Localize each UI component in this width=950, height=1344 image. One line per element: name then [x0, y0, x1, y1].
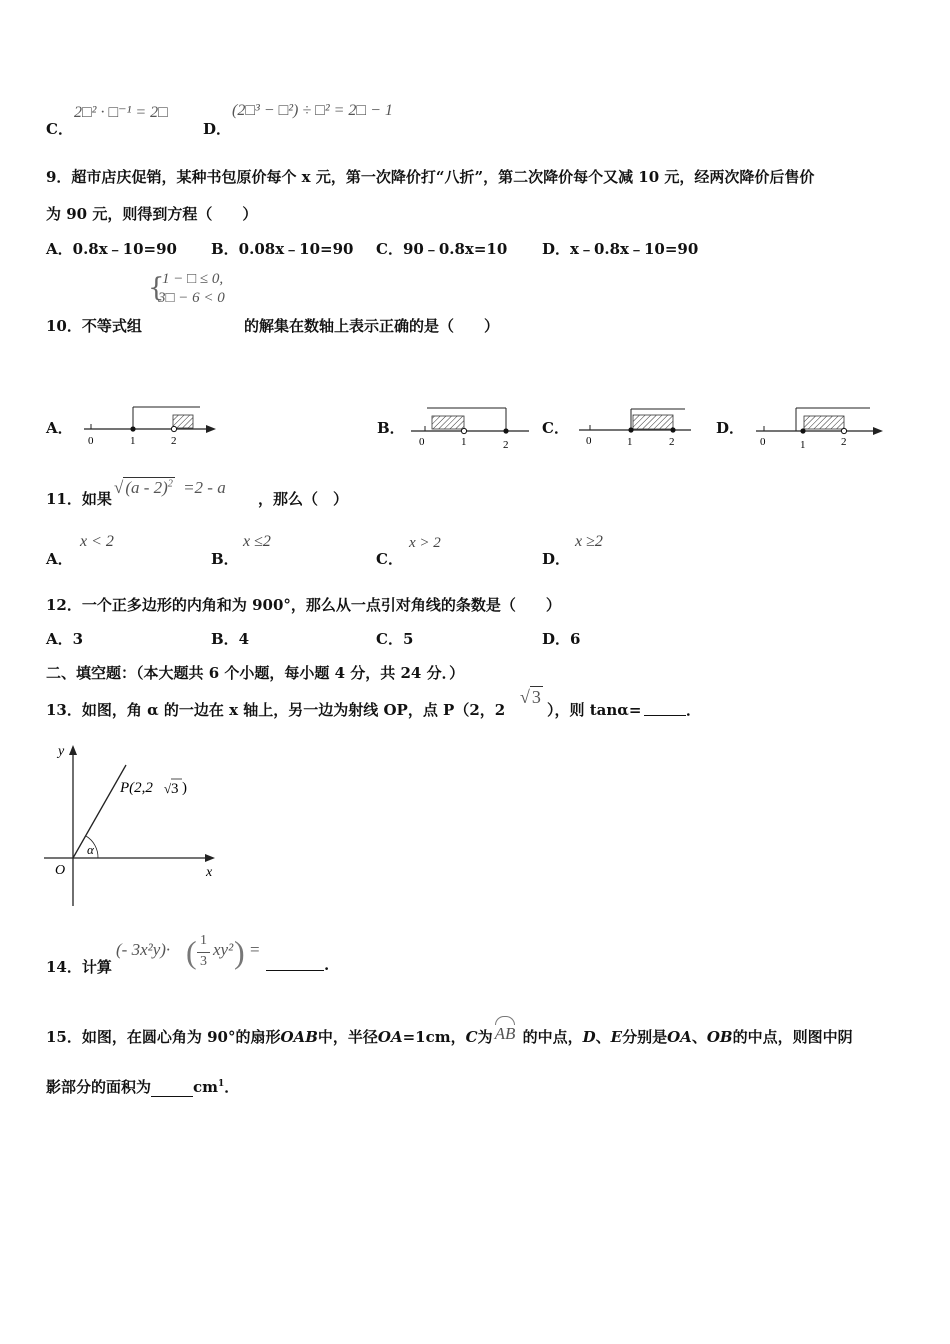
q11-equation-tail: =2 - a [183, 478, 226, 497]
q10-prefix: 10．不等式组 [46, 317, 142, 335]
q13-coordinate-figure [40, 740, 230, 910]
q13-text-end: ． [686, 701, 702, 719]
sqrt-icon: √ [114, 478, 124, 497]
q10-system-line-1: 1 − □ ≤ 0, [162, 271, 224, 287]
tick-label-2: 2 [669, 436, 675, 448]
q14-equals: = [250, 940, 260, 959]
q9-line-1: 9．超市店庆促销，某种书包原价每个 x 元，第一次降价打“八折”，第二次降价每个又减 10 元，经两次降价后售价 [46, 168, 815, 186]
q11-option-d-expr: x ≥2 [575, 533, 603, 550]
fig-point-close: ) [182, 780, 187, 796]
q15-line1-g: 的中点，则图中阴 [732, 1028, 853, 1046]
tick-label-2: 2 [841, 436, 847, 448]
q8-option-d-label: D． [203, 120, 232, 138]
q10-option-d-number-line [752, 400, 887, 450]
fig-alpha-label: α [87, 842, 94, 857]
q14-expr-b: xy² [213, 940, 234, 959]
q10-option-d-label: D． [716, 419, 745, 437]
q9-line-2: 为 90 元，则得到方程（ ） [46, 205, 258, 223]
fig-sqrt-icon: √ [164, 781, 172, 796]
q9-option-c: C．90﹣0.8x=10 [376, 240, 508, 258]
q11-option-c-expr: x > 2 [409, 535, 441, 551]
q15-sep: 、 [595, 1028, 611, 1046]
arc-icon [495, 1016, 515, 1025]
q10-option-a-label: A． [46, 419, 73, 437]
tick-label-0: 0 [419, 436, 425, 448]
q14-expr-a: (- 3x²y)· [116, 940, 171, 959]
q15-line1-b: 中，半径 [317, 1028, 378, 1046]
q11-sqrt-expression [114, 477, 226, 498]
q9-option-a: A．0.8x﹣10=90 [46, 240, 177, 258]
section-2-heading: 二、填空题：（本大题共 6 个小题，每小题 4 分，共 24 分．） [46, 664, 465, 682]
q14-answer-blank[interactable] [266, 970, 324, 971]
fig-y-label: y [58, 744, 65, 759]
tick-label-2: 2 [503, 439, 509, 450]
q12-option-a: A．3 [46, 630, 84, 648]
q10-option-b-number-line [405, 400, 535, 450]
q8-option-c-expression: 2□² · □⁻¹ = 2□ [74, 104, 168, 121]
q10-option-a-number-line [80, 400, 220, 450]
q9-option-b: B．0.08x﹣10=90 [211, 240, 354, 258]
q8-option-c-label: C． [46, 120, 73, 138]
q10-option-c-label: C． [542, 419, 569, 437]
q13-sqrt-arg: 3 [531, 687, 541, 707]
q15-unit: cm [193, 1078, 219, 1096]
tick-label-2: 2 [171, 435, 177, 447]
q15-line-2 [46, 1076, 239, 1097]
tick-label-0: 0 [586, 435, 592, 447]
q15-line1-f: 分别是 [622, 1028, 668, 1046]
q10-option-b-label: B． [377, 419, 405, 437]
q14-frac-den: 3 [200, 954, 207, 969]
q15-oab: OAB [280, 1028, 318, 1046]
tick-label-1: 1 [461, 436, 467, 448]
q15-line-1 [46, 1026, 853, 1047]
q14-end: . [324, 956, 330, 974]
fraction-bar [197, 952, 210, 953]
q15-oa: OA [377, 1028, 403, 1046]
q11-prefix: 11．如果 [46, 490, 112, 508]
q12-option-d: D．6 [542, 630, 581, 648]
left-paren-icon: ( [186, 934, 197, 970]
q15-line2-a: 影部分的面积为 [46, 1078, 152, 1096]
q15-line1-c: =1cm， [402, 1028, 466, 1046]
q12-text: 12．一个正多边形的内角和为 900°，那么从一点引对角线的条数是（ ） [46, 596, 561, 614]
q8-option-d-expression: (2□³ − □²) ÷ □² = 2□ − 1 [232, 102, 393, 119]
q15-line1-a: 15．如图，在圆心角为 90°的扇形 [46, 1028, 281, 1046]
q11-radicand: (a - 2) [125, 478, 168, 497]
fig-origin-label: O [55, 863, 66, 878]
q10-option-c-number-line [575, 400, 700, 450]
tick-label-1: 1 [627, 436, 633, 448]
q11-option-b-label: B． [211, 550, 239, 568]
right-paren-icon: ) [234, 934, 245, 970]
q10-inequality-system [148, 270, 248, 312]
q13-sqrt [520, 686, 543, 708]
q15-oa2: OA [667, 1028, 692, 1046]
q15-line2-end: ． [224, 1078, 240, 1096]
q11-option-c-label: C． [376, 550, 403, 568]
tick-label-0: 0 [88, 435, 94, 447]
fig-x-label: x [206, 865, 213, 880]
q9-option-d: D．x﹣0.8x﹣10=90 [542, 240, 699, 258]
q10-suffix: 的解集在数轴上表示正确的是（ ） [244, 317, 500, 335]
q12-option-b: B．4 [211, 630, 250, 648]
q10-system-line-2: 3□ − 6 < 0 [158, 290, 225, 306]
fig-point-label: P(2,2 [120, 780, 153, 796]
q13-text-a: 13．如图，角 α 的一边在 x 轴上，另一边为射线 OP，点 P（2，2 [46, 701, 506, 719]
q12-option-c: C．5 [376, 630, 414, 648]
brace-icon: { [148, 273, 165, 303]
q15-sep2: 、 [691, 1028, 707, 1046]
q15-line1-e: 的中点， [522, 1028, 583, 1046]
q11-exponent: 2 [167, 478, 173, 490]
q14-frac-num: 1 [200, 933, 207, 948]
q13-answer-blank[interactable] [644, 715, 686, 716]
q15-unit-sup: 1 [218, 1079, 225, 1089]
q11-option-a-label: A． [46, 550, 73, 568]
tick-label-1: 1 [130, 435, 136, 447]
q11-suffix: ，那么（ ） [258, 490, 349, 508]
tick-label-0: 0 [760, 436, 766, 448]
q14-prefix: 14．计算 [46, 958, 112, 976]
q13-text-b: ），则 tanα= [547, 701, 642, 719]
fig-sqrt-arg: 3 [171, 781, 179, 797]
q15-d: D [582, 1028, 596, 1046]
q11-option-a-expr: x < 2 [80, 533, 114, 550]
q15-answer-blank[interactable] [151, 1078, 193, 1097]
q15-arc-ab: AB [494, 1024, 516, 1043]
q15-ob: OB [706, 1028, 733, 1046]
q15-e: E [610, 1028, 623, 1046]
q11-option-b-expr: x ≤2 [243, 533, 271, 550]
q15-c: C [465, 1028, 478, 1046]
q15-line1-d: 为 [477, 1028, 493, 1046]
q11-option-d-label: D． [542, 550, 571, 568]
tick-label-1: 1 [800, 439, 806, 450]
sqrt-icon: √ [520, 687, 530, 707]
